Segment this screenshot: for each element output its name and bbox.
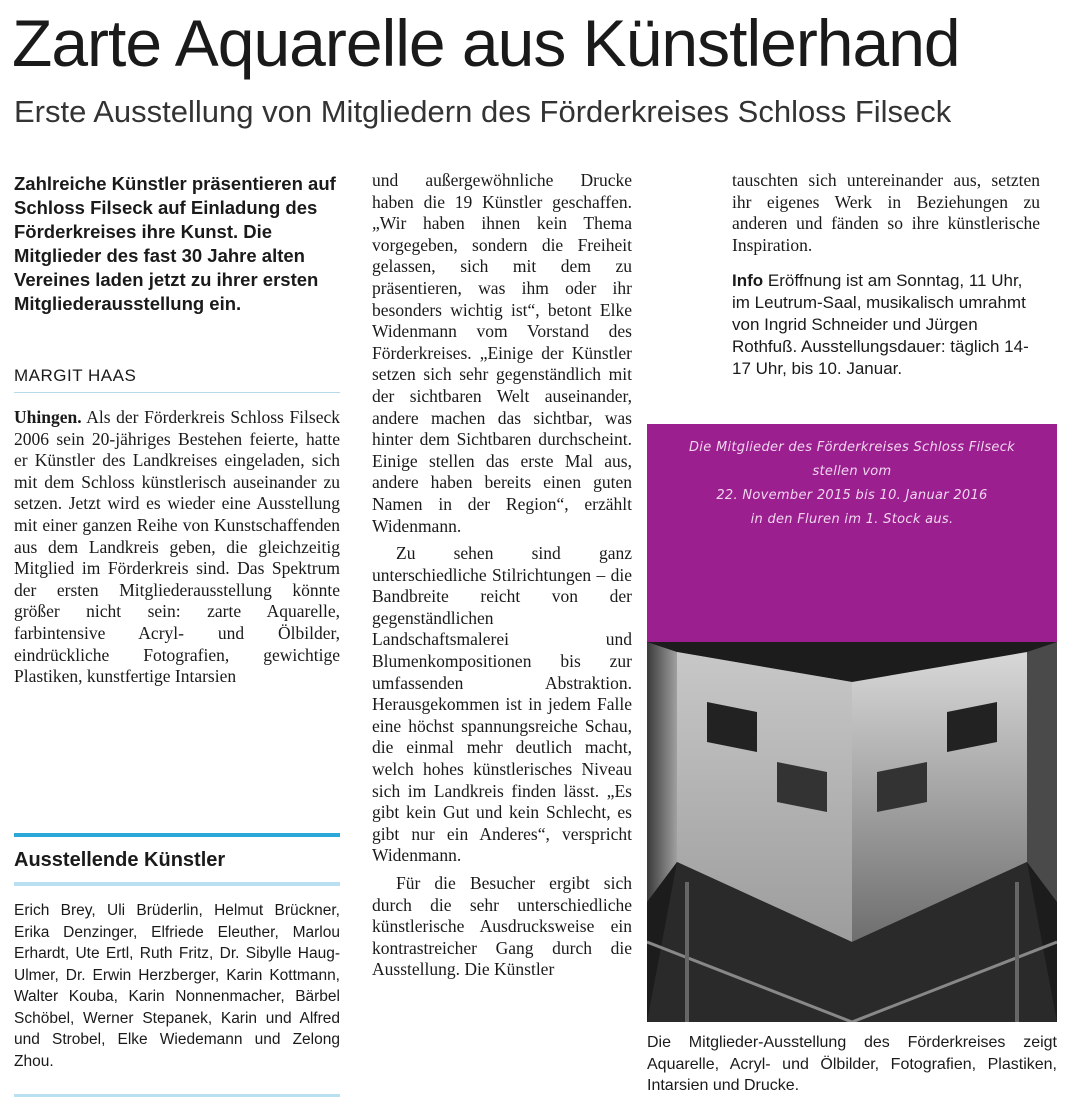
poster-line: Die Mitglieder des Förderkreises Schloss Filseck: [689, 440, 1015, 455]
info-box: [732, 270, 1040, 380]
author-byline: MARGIT HAAS: [14, 366, 340, 393]
lead-paragraph: Zahlreiche Künstler präsentieren auf Schloss Filseck auf Einladung des Förderkreises ihre Kunst. Die Mitglieder des fast 30 Jahre alten Vereines laden jetzt zu ihrer ersten Mitgliederausstellung ein.: [14, 173, 336, 314]
poster-line: in den Fluren im 1. Stock aus.: [750, 512, 954, 527]
headline: Zarte Aquarelle aus Künstlerhand: [12, 6, 960, 80]
artists-sidebar: [14, 833, 340, 1072]
body-text-col1: [14, 407, 340, 688]
exhibition-poster-image: [647, 424, 1057, 1022]
mirrored-building-photo: [647, 642, 1057, 1022]
sidebar-bottom-rule: [14, 1094, 340, 1097]
dateline: Uhingen.: [14, 407, 82, 427]
body-paragraph: Für die Besucher ergibt sich durch die sehr unterschiedliche künstlerische Ausdrucksweise ein kontrastreicher Gang durch die Ausstellung. Die Künstler: [372, 873, 632, 980]
body-paragraph: Als der Förderkreis Schloss Filseck 2006 sein 20-jähriges Bestehen feierte, hatte er Künstler des Landkreises eingeladen, sich mit dem Schloss künstlerisch auseinander zu setzen. Jetzt wird es wieder eine Ausstellung mit einer ganzen Reihe von Kunstschaffenden aus dem Landkreis geben, die gleichzeitig Mitglied im Förderkreis sind. Das Spektrum der ersten Mitgliederausstellung könnte größer nicht sein: zarte Aquarelle, farbintensive Acryl- und Ölbilder, eindrückliche Fotografien, gewichtige Plastiken, kunstfertige Intarsien: [14, 407, 340, 687]
column-2: [372, 172, 632, 981]
poster-text: [647, 436, 1057, 532]
info-label: Info: [732, 271, 764, 291]
body-paragraph: Zu sehen sind ganz unterschiedliche Stilrichtungen – die Bandbreite reicht von der gegenständlichen Landschaftsmalerei und Blumenkompositionen bis zur umfassenden Abstraktion. Herausgekommen ist in jedem Falle eine höchst spannungsreiche Schau, die einmal mehr deutlich macht, welch hohes künstlerisches Niveau sich im Landkreis finden lässt. „Es gibt kein Gut und kein Schlecht, es gibt nur ein Anderes“, verspricht Widenmann.: [372, 543, 632, 866]
sidebar-title: Ausstellende Künstler: [14, 837, 340, 886]
body-paragraph: und außergewöhnliche Drucke haben die 19 Künstler geschaffen. „Wir haben ihnen kein Thema vorgegeben, sondern die Freiheit gelassen, sich mit dem zu präsentieren, was ihm oder ihr besonders wichtig ist“, betont Elke Widenmann vom Vorstand des Förderkreises. „Einige der Künstler setzen sich sehr gegenständlich mit der sichtbaren Welt auseinander, andere machen das sichtbar, was hinter dem Sichtbaren durchscheint. Einige stellen das erste Mal aus, andere haben bereits einen guten Namen in der Region“, erzählt Widenmann.: [372, 170, 632, 536]
subheadline: Erste Ausstellung von Mitgliedern des Förderkreises Schloss Filseck: [14, 94, 952, 129]
body-paragraph: tauschten sich untereinander aus, setzten ihr eigenes Werk in Beziehungen zu anderen und fänden so ihre künstlerische Inspiration.: [732, 170, 1040, 255]
image-caption: Die Mitglieder-Ausstellung des Förderkreises zeigt Aquarelle, Acryl- und Ölbilder, Fotografien, Plastiken, Intarsien und Drucke.: [647, 1034, 1057, 1094]
poster-line: 22. November 2015 bis 10. Januar 2016: [716, 488, 988, 503]
info-text: Eröffnung ist am Sonntag, 11 Uhr, im Leutrum-Saal, musikalisch umrahmt von Ingrid Schneider und Jürgen Rothfuß. Ausstellungsdauer: täglich 14-17 Uhr, bis 10. Januar.: [732, 271, 1029, 379]
column-3: [732, 172, 1040, 380]
poster-line: stellen vom: [812, 464, 892, 479]
column-1: [14, 172, 340, 688]
sidebar-text: Erich Brey, Uli Brüderlin, Helmut Brückner, Erika Denzinger, Elfriede Eleuther, Marlou Erhardt, Ute Ertl, Ruth Fritz, Dr. Sibylle Haug-Ulmer, Dr. Erwin Herzberger, Karin Kottmann, Walter Kouba, Karin Nonnenmacher, Bärbel Schöbel, Werner Stepanek, Karin und Alfred und Strobel, Elke Wiedemann und Zelong Zhou.: [14, 902, 340, 1070]
